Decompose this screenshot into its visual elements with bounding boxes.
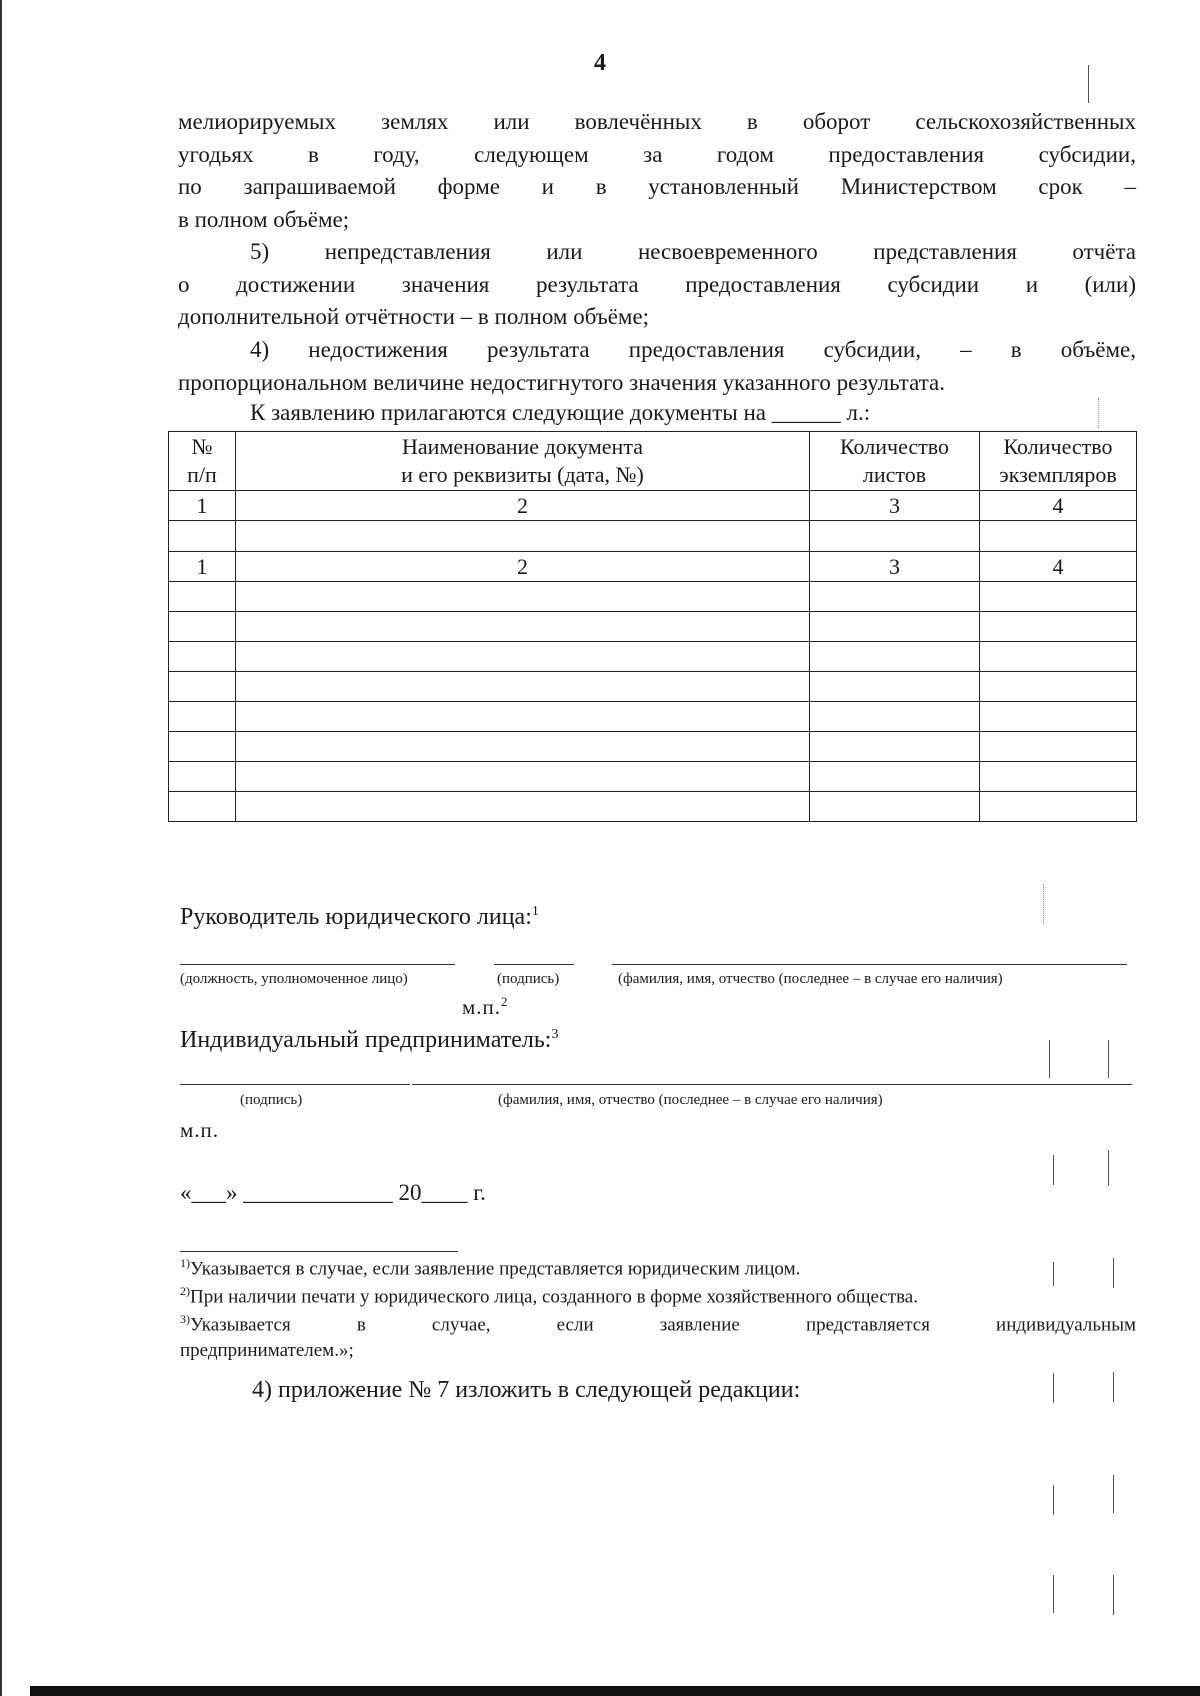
table-cell[interactable] bbox=[810, 732, 980, 762]
attachments-line bbox=[250, 400, 870, 426]
paragraph-line: по запрашиваемой форме и в установленный Министерством срок – bbox=[178, 174, 1136, 199]
footnote-text: Указывается в случае, если заявление представляется юридическим лицом. bbox=[190, 1258, 801, 1280]
scan-mark bbox=[1053, 1155, 1054, 1185]
paragraph-line: пропорциональном величине недостигнутого значения указанного результата. bbox=[178, 369, 945, 395]
entrepreneur-signature-title bbox=[180, 1027, 558, 1054]
table-row bbox=[169, 792, 1137, 822]
date-open-quote: « bbox=[180, 1180, 192, 1205]
table-cell[interactable] bbox=[169, 702, 236, 732]
scan-mark bbox=[1113, 1575, 1114, 1615]
paragraph-line: дополнительной отчётности – в полном объёме; bbox=[178, 304, 650, 329]
header-number-line1: № bbox=[191, 434, 213, 459]
table-cell: 4 bbox=[980, 491, 1137, 521]
table-cell: 3 bbox=[810, 491, 980, 521]
table-cell[interactable] bbox=[980, 612, 1137, 642]
table-cell[interactable] bbox=[980, 702, 1137, 732]
table-cell[interactable] bbox=[236, 612, 810, 642]
table-cell[interactable] bbox=[236, 582, 810, 612]
table-cell[interactable] bbox=[169, 672, 236, 702]
table-row bbox=[169, 702, 1137, 732]
table-cell: 4 bbox=[980, 552, 1137, 582]
table-row bbox=[169, 582, 1137, 612]
paragraph-line: 5) непредставления или несвоевременного представления отчёта bbox=[250, 239, 1136, 264]
signature-line[interactable] bbox=[494, 964, 574, 965]
date-close-quote: » bbox=[226, 1180, 238, 1205]
paragraph-line: в полном объёме; bbox=[178, 206, 350, 232]
scan-mark bbox=[1088, 65, 1089, 103]
paragraph-item-5 bbox=[178, 236, 1136, 334]
caption-signature: (подпись) bbox=[497, 971, 560, 987]
date-day-blank[interactable]: ___ bbox=[191, 1180, 226, 1205]
footnote-mark: 1) bbox=[180, 1256, 190, 1270]
table-cell[interactable] bbox=[169, 612, 236, 642]
footnote-mark: 2) bbox=[180, 1284, 190, 1298]
table-cell[interactable] bbox=[236, 642, 810, 672]
footnote-3 bbox=[180, 1312, 1136, 1362]
table-cell: 3 bbox=[810, 552, 980, 582]
table-cell[interactable] bbox=[236, 792, 810, 822]
paragraph-top bbox=[178, 106, 1136, 236]
header-number-line2: п/п bbox=[187, 462, 217, 487]
header-sheet-count-line1: Количество bbox=[839, 434, 950, 459]
caption-position: (должность, уполномоченное лицо) bbox=[180, 971, 408, 987]
table-cell: 2 bbox=[236, 491, 810, 521]
position-signature-line[interactable] bbox=[180, 964, 455, 965]
table-cell[interactable] bbox=[810, 702, 980, 732]
table-cell[interactable] bbox=[810, 521, 980, 552]
table-cell[interactable] bbox=[169, 582, 236, 612]
footnote-2 bbox=[180, 1284, 918, 1308]
table-index-row bbox=[169, 552, 1137, 582]
scan-mark bbox=[1049, 1040, 1050, 1078]
entrepreneur-stamp-label: м.п. bbox=[180, 1118, 220, 1142]
entrepreneur-caption-full-name: (фамилия, имя, отчество (последнее – в случае его наличия) bbox=[498, 1092, 883, 1108]
table-cell[interactable] bbox=[169, 792, 236, 822]
header-document-name-line2: и его реквизиты (дата, №) bbox=[401, 462, 644, 487]
date-year-suffix: г. bbox=[473, 1180, 486, 1205]
entrepreneur-signature-line[interactable] bbox=[180, 1084, 410, 1085]
attachments-sheet-count-blank[interactable]: ______ bbox=[771, 400, 841, 425]
table-cell[interactable] bbox=[236, 762, 810, 792]
table-row bbox=[169, 732, 1137, 762]
documents-table bbox=[168, 431, 1137, 822]
table-index-row bbox=[169, 491, 1137, 521]
table-cell[interactable] bbox=[169, 642, 236, 672]
footnote-ref: 1 bbox=[531, 904, 539, 919]
header-number bbox=[169, 432, 236, 491]
table-cell[interactable] bbox=[980, 582, 1137, 612]
paragraph-line: о достижении значения результата предоставления субсидии и (или) bbox=[178, 271, 1136, 297]
header-copy-count-line2: экземпляров bbox=[999, 462, 1117, 487]
scan-mark bbox=[1113, 1258, 1114, 1288]
footnote-3-line2: предпринимателем.»; bbox=[180, 1340, 354, 1362]
table-cell[interactable] bbox=[810, 582, 980, 612]
closing-paragraph: 4) приложение № 7 изложить в следующей редакции: bbox=[252, 1377, 801, 1403]
table-cell: 1 bbox=[169, 491, 236, 521]
footnote-text: Указывается в случае, если заявление представляется индивидуальным bbox=[190, 1314, 1136, 1336]
scan-mark bbox=[1113, 1372, 1114, 1402]
scan-mark bbox=[1108, 1150, 1109, 1186]
legal-entity-title-text: Руководитель юридического лица: bbox=[180, 904, 532, 930]
table-cell[interactable] bbox=[980, 672, 1137, 702]
table-cell[interactable] bbox=[980, 732, 1137, 762]
caption-full-name: (фамилия, имя, отчество (последнее – в случае его наличия) bbox=[618, 971, 1003, 987]
date-year-prefix: 20 bbox=[398, 1180, 422, 1205]
legal-entity-signature-title bbox=[180, 904, 539, 931]
paragraph-line: 4) недостижения результата предоставления субсидии, – в объёме, bbox=[250, 337, 1136, 362]
table-cell[interactable] bbox=[810, 642, 980, 672]
table-cell: 1 bbox=[169, 552, 236, 582]
table-cell[interactable] bbox=[236, 702, 810, 732]
table-cell[interactable] bbox=[980, 792, 1137, 822]
table-cell[interactable] bbox=[980, 521, 1137, 552]
scan-mark bbox=[1043, 884, 1044, 924]
page-edge bbox=[0, 0, 2, 1696]
scan-bottom-bar bbox=[30, 1686, 1200, 1696]
page-number: 4 bbox=[594, 50, 606, 76]
scan-mark bbox=[1113, 1475, 1114, 1513]
date-line bbox=[180, 1180, 486, 1206]
date-year-blank[interactable]: ____ bbox=[421, 1180, 468, 1205]
scan-mark bbox=[1098, 398, 1099, 428]
table-row bbox=[169, 642, 1137, 672]
table-cell[interactable] bbox=[810, 792, 980, 822]
header-copy-count-line1: Количество bbox=[1003, 434, 1113, 459]
header-document-name-line1: Наименование документа bbox=[402, 434, 643, 459]
table-cell[interactable] bbox=[236, 672, 810, 702]
table-cell[interactable] bbox=[169, 732, 236, 762]
stamp-place-label bbox=[462, 994, 509, 1020]
name-signature-line[interactable] bbox=[612, 964, 1127, 965]
entrepreneur-name-line[interactable] bbox=[412, 1084, 1132, 1085]
attachments-prefix: К заявлению прилагаются следующие документы на bbox=[250, 400, 766, 425]
table-cell[interactable] bbox=[980, 762, 1137, 792]
table-cell[interactable] bbox=[236, 521, 810, 552]
header-sheet-count-line2: листов bbox=[862, 462, 927, 487]
footnote-mark: 3) bbox=[180, 1312, 190, 1326]
table-cell: 2 bbox=[236, 552, 810, 582]
table-cell[interactable] bbox=[810, 672, 980, 702]
scan-mark bbox=[1053, 1373, 1054, 1403]
scan-mark bbox=[1053, 1575, 1054, 1613]
paragraph-line: мелиорируемых землях или вовлечённых в оборот сельскохозяйственных bbox=[178, 109, 1136, 134]
table-cell[interactable] bbox=[980, 642, 1137, 672]
header-copy-count bbox=[980, 432, 1137, 491]
table-cell[interactable] bbox=[810, 762, 980, 792]
table-cell[interactable] bbox=[810, 612, 980, 642]
table-cell[interactable] bbox=[169, 762, 236, 792]
footnote-3-line1 bbox=[180, 1312, 1136, 1336]
scan-mark bbox=[1053, 1262, 1054, 1286]
paragraph-line: угодьях в году, следующем за годом предоставления субсидии, bbox=[178, 141, 1136, 167]
table-header-row bbox=[169, 432, 1137, 491]
table-cell[interactable] bbox=[169, 521, 236, 552]
attachments-suffix: л.: bbox=[846, 400, 871, 425]
table-cell[interactable] bbox=[236, 732, 810, 762]
scan-mark bbox=[1108, 1040, 1109, 1078]
footnote-text: При наличии печати у юридического лица, созданного в форме хозяйственного общества. bbox=[190, 1286, 918, 1308]
footnote-ref: 2 bbox=[501, 994, 509, 1009]
header-document-name bbox=[236, 432, 810, 491]
table-row bbox=[169, 672, 1137, 702]
table-row bbox=[169, 612, 1137, 642]
entrepreneur-title-text: Индивидуальный предприниматель: bbox=[180, 1027, 552, 1053]
scan-mark bbox=[1053, 1485, 1054, 1515]
footnote-separator bbox=[180, 1251, 458, 1252]
table-row bbox=[169, 521, 1137, 552]
footnote-ref: 3 bbox=[551, 1027, 559, 1042]
table-row bbox=[169, 762, 1137, 792]
entrepreneur-caption-signature: (подпись) bbox=[240, 1092, 303, 1108]
footnote-1 bbox=[180, 1256, 800, 1280]
date-month-blank[interactable]: _____________ bbox=[243, 1180, 393, 1205]
stamp-label: м.п. bbox=[462, 995, 502, 1019]
paragraph-item-4 bbox=[178, 334, 1136, 399]
header-sheet-count bbox=[810, 432, 980, 491]
